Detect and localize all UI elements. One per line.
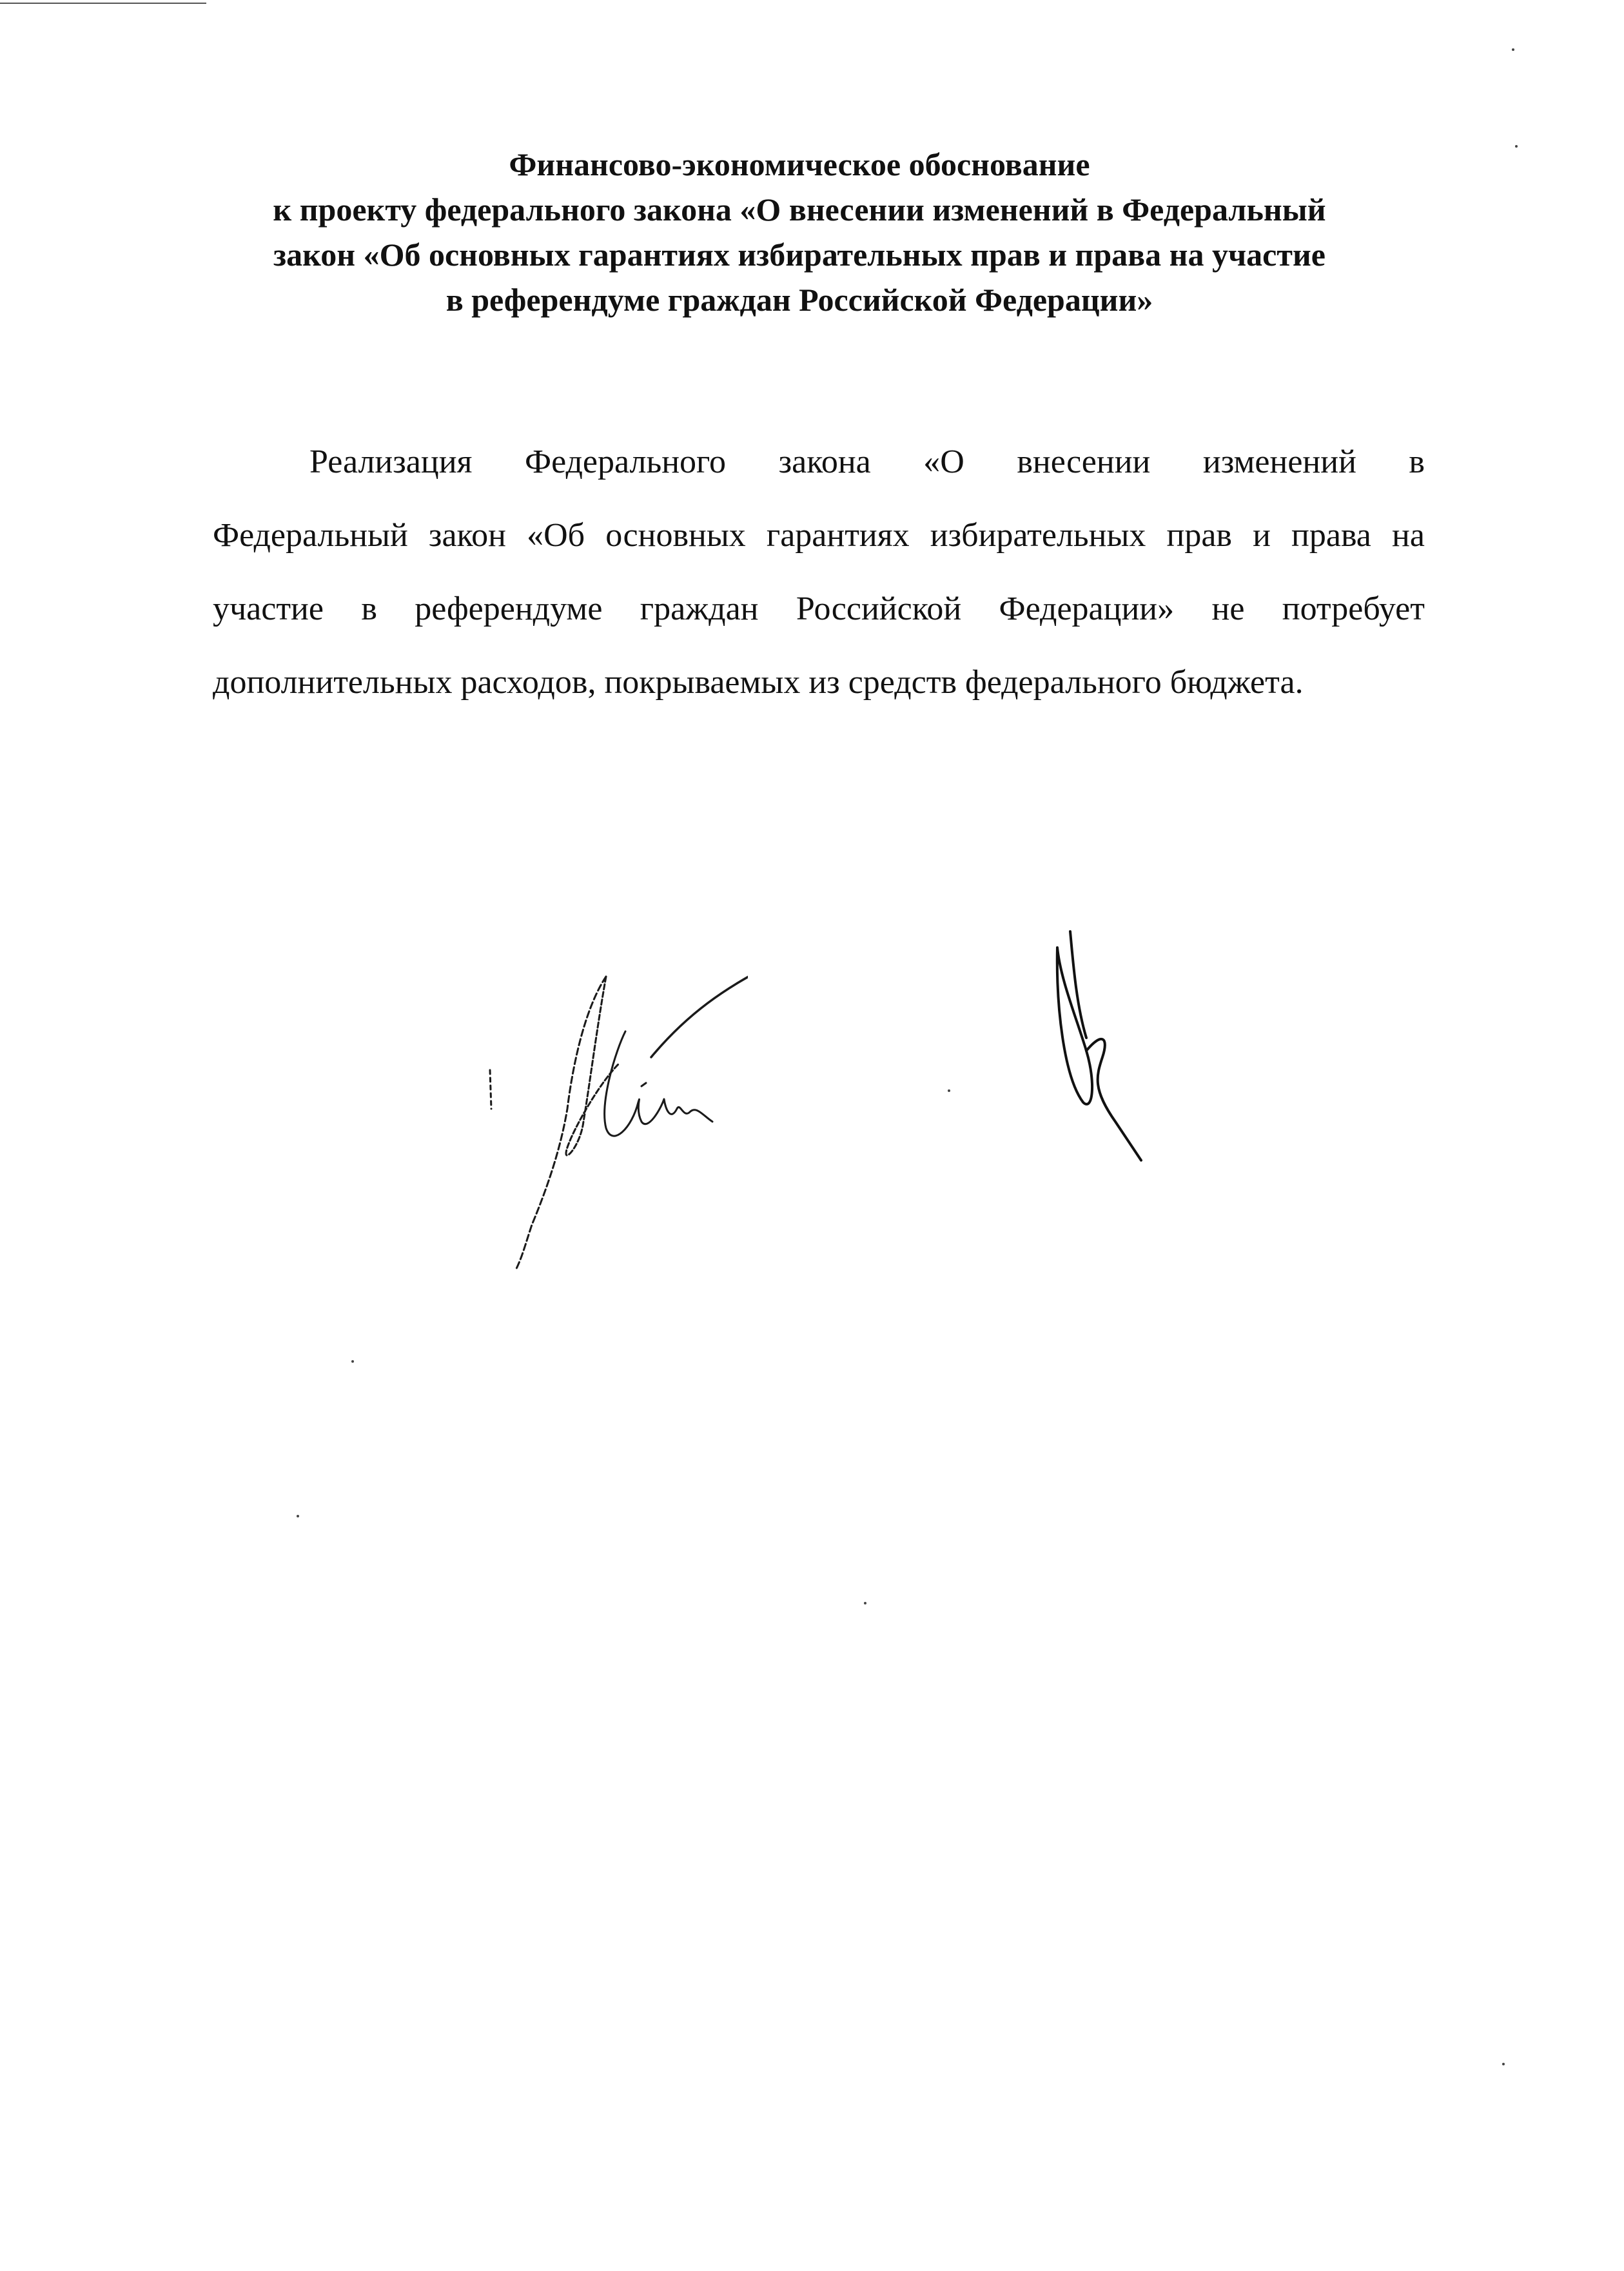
body-word: Федерального xyxy=(524,443,727,480)
body-word: потребует xyxy=(1282,590,1425,627)
body-word: закона xyxy=(778,443,871,480)
body-word: референдуме xyxy=(415,590,603,627)
scan-speck xyxy=(1515,145,1518,148)
scan-speck xyxy=(864,1602,866,1604)
body-line-4 xyxy=(213,646,1425,719)
scan-speck xyxy=(1502,2063,1505,2065)
body-word: Федерации» xyxy=(999,590,1175,627)
body-word: Реализация xyxy=(309,443,473,480)
signature-right-ink xyxy=(1032,928,1173,1173)
body-line-1 xyxy=(213,425,1425,499)
signature-left xyxy=(477,954,748,1276)
body-paragraph xyxy=(213,425,1425,719)
body-word: не xyxy=(1211,590,1245,627)
body-word: дополнительных расходов, покрываемых из средств федерального бюджета. xyxy=(213,664,1304,701)
body-word: «Об xyxy=(527,517,585,554)
body-word: закон xyxy=(428,517,506,554)
body-word: участие xyxy=(213,590,324,627)
body-word: в xyxy=(1409,443,1425,480)
signature-left-ink xyxy=(477,954,748,1276)
body-word: внесении xyxy=(1017,443,1151,480)
document-title xyxy=(161,142,1438,322)
body-word: основных xyxy=(605,517,746,554)
body-word: избирательных xyxy=(930,517,1146,554)
scan-speck xyxy=(948,1089,950,1092)
body-word: изменений xyxy=(1202,443,1356,480)
body-line-2 xyxy=(213,499,1425,572)
title-line-2: к проекту федерального закона «О внесении изменений в Федеральный xyxy=(273,191,1326,228)
body-word: Федеральный xyxy=(213,517,408,554)
body-word: гарантиях xyxy=(766,517,910,554)
scan-speck xyxy=(1512,48,1514,51)
body-line-3 xyxy=(213,572,1425,646)
body-word: «О xyxy=(923,443,964,480)
body-word: на xyxy=(1392,517,1425,554)
body-word: Российской xyxy=(796,590,962,627)
body-word: прав xyxy=(1166,517,1232,554)
scan-speck xyxy=(297,1515,299,1517)
title-line-3: закон «Об основных гарантиях избирательных прав и права на участие xyxy=(273,237,1326,273)
body-word: граждан xyxy=(640,590,759,627)
title-line-4: в референдуме граждан Российской Федерации» xyxy=(445,282,1153,318)
scan-top-rule xyxy=(0,3,206,4)
scan-speck xyxy=(351,1360,354,1363)
body-word: в xyxy=(361,590,377,627)
title-line-1: Финансово-экономическое обоснование xyxy=(509,146,1090,182)
body-word: права xyxy=(1291,517,1371,554)
signature-right xyxy=(1032,928,1173,1173)
body-word: и xyxy=(1253,517,1271,554)
